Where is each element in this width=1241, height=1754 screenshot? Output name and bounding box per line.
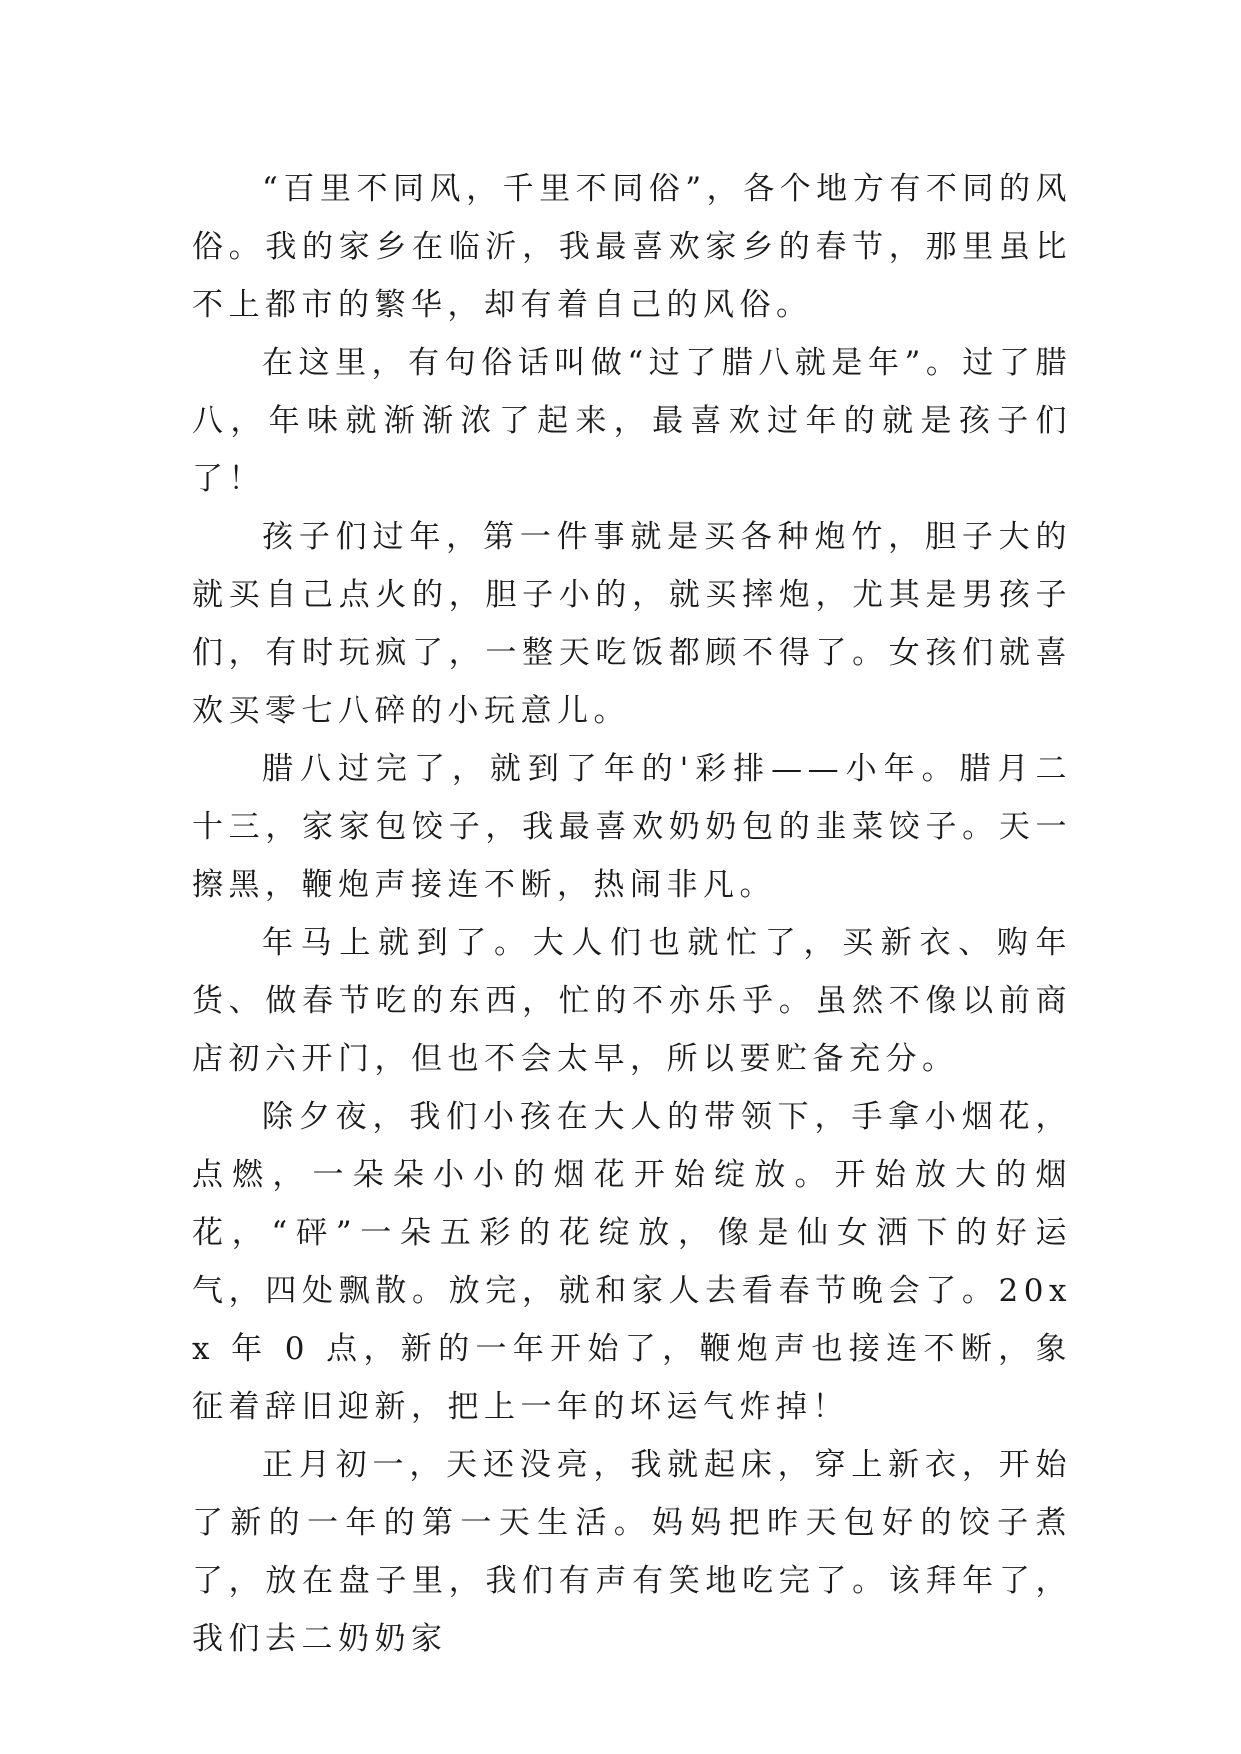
paragraph-3: 孩子们过年，第一件事就是买各种炮竹，胆子大的就买自己点火的，胆子小的，就买摔炮，尤其是男孩子们，有时玩疯了，一整天吃饭都顾不得了。女孩们就喜欢买零七八碎的小玩意儿。 xyxy=(192,519,1072,729)
paragraph-6: 除夕夜，我们小孩在大人的带领下，手拿小烟花，点燃，一朵朵小小的烟花开始绽放。开始放大的烟花，“砰”一朵五彩的花绽放，像是仙女洒下的好运气，四处飘散。放完，就和家人去看春节晚会了。20xx 年 0 点，新的一年开始了，鞭炮声也接连不断，象征着辞旧迎新，把上一年的坏运气炸掉！ xyxy=(192,1099,1072,1425)
paragraph-1: “百里不同风，千里不同俗”，各个地方有不同的风俗。我的家乡在临沂，我最喜欢家乡的春节，那里虽比不上都市的繁华，却有着自己的风俗。 xyxy=(192,171,1072,323)
paragraph-7: 正月初一，天还没亮，我就起床，穿上新衣，开始了新的一年的第一天生活。妈妈把昨天包好的饺子煮了，放在盘子里，我们有声有笑地吃完了。该拜年了，我们去二奶奶家 xyxy=(192,1447,1072,1657)
paragraph-5: 年马上就到了。大人们也就忙了，买新衣、购年货、做春节吃的东西，忙的不亦乐乎。虽然不像以前商店初六开门，但也不会太早，所以要贮备充分。 xyxy=(192,925,1072,1077)
essay-body xyxy=(192,160,1072,1668)
paragraph-2: 在这里，有句俗话叫做“过了腊八就是年”。过了腊八，年味就渐渐浓了起来，最喜欢过年的就是孩子们了！ xyxy=(192,345,1072,497)
paragraph-4: 腊八过完了，就到了年的'彩排——小年。腊月二十三，家家包饺子，我最喜欢奶奶包的韭菜饺子。天一擦黑，鞭炮声接连不断，热闹非凡。 xyxy=(192,751,1072,903)
